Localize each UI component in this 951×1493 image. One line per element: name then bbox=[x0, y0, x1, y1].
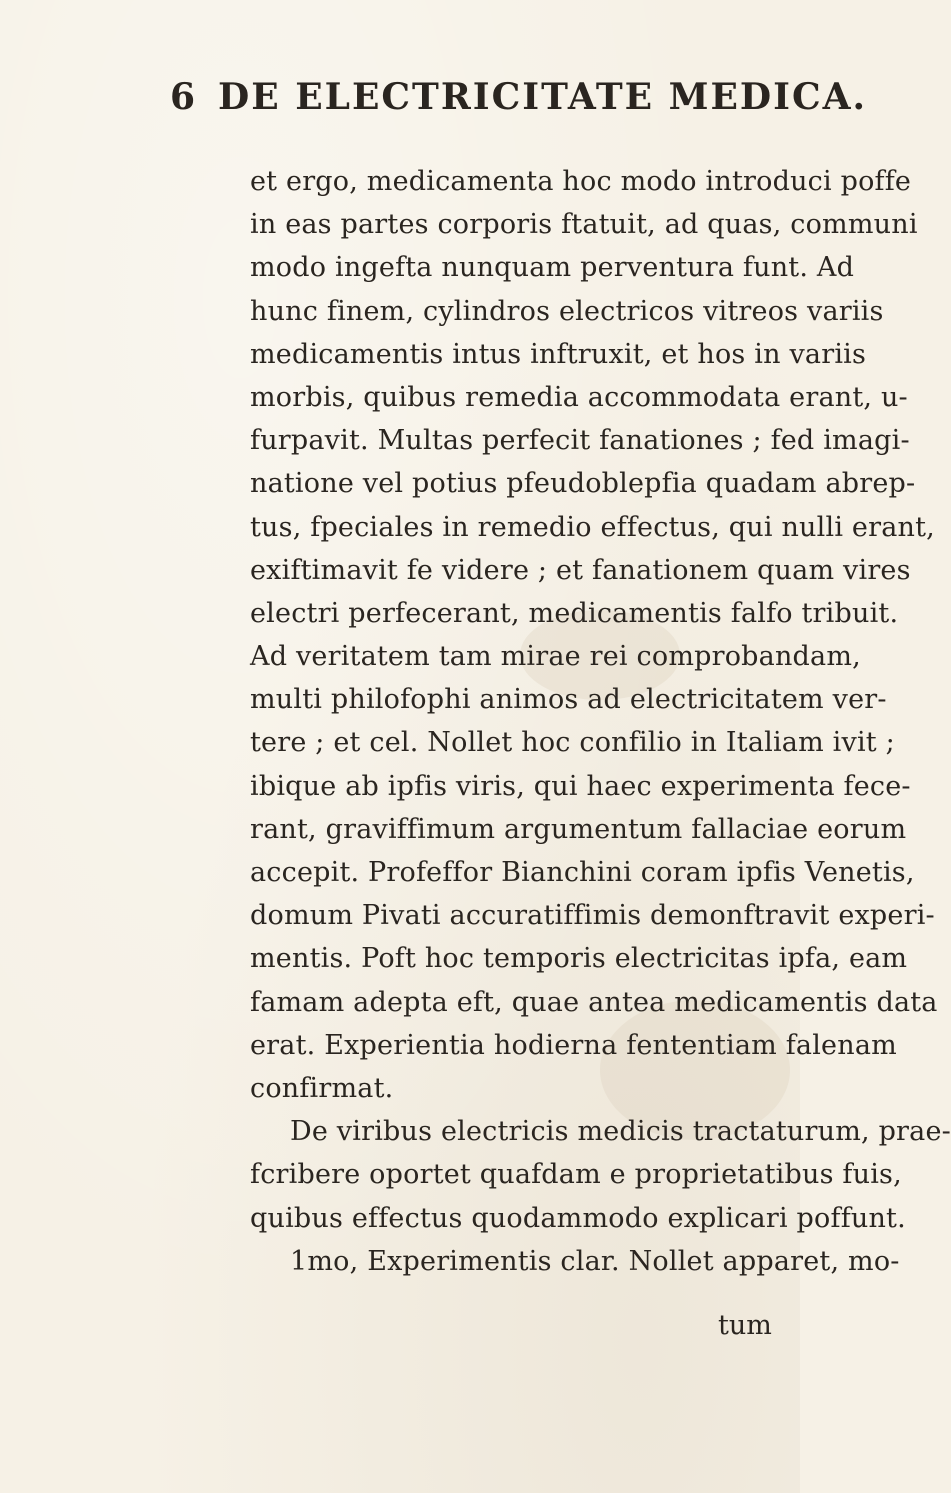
text-line: domum Pivati accuratiffimis demonftravit experi- bbox=[250, 900, 935, 932]
text-line: morbis, quibus remedia accommodata erant, u- bbox=[250, 381, 908, 413]
text-line: confirmat. bbox=[250, 1072, 394, 1104]
text-line: modo ingefta nunquam perventura funt. Ad bbox=[250, 252, 855, 284]
text-line: furpavit. Multas perfecit fanationes ; fed imagi- bbox=[250, 425, 910, 457]
text-line: in eas partes corporis ftatuit, ad quas, communi bbox=[250, 209, 918, 241]
running-head: DE ELECTRICITATE MEDICA. bbox=[218, 76, 868, 118]
text-line: Ad veritatem tam mirae rei comprobandam, bbox=[250, 641, 861, 673]
text-line: rant, graviffimum argumentum fallaciae eorum bbox=[250, 813, 907, 845]
text-line: quibus effectus quodammodo explicari poffunt. bbox=[250, 1202, 906, 1234]
text-line: natione vel potius pfeudoblepfia quadam abrep- bbox=[250, 468, 916, 500]
text-line: 1mo, Experimentis clar. Nollet apparet, mo- bbox=[290, 1245, 900, 1277]
body-text bbox=[250, 160, 951, 1283]
text-line: mentis. Poft hoc temporis electricitas ipfa, eam bbox=[250, 943, 908, 975]
text-line: hunc finem, cylindros electricos vitreos variis bbox=[250, 295, 884, 327]
text-line: De viribus electricis medicis tractaturum, prae- bbox=[290, 1116, 951, 1148]
text-line: tere ; et cel. Nollet hoc confilio in Italiam ivit ; bbox=[250, 727, 895, 759]
text-line: famam adepta eft, quae antea medicamentis data bbox=[250, 986, 938, 1018]
text-line: electri perfecerant, medicamentis falfo tribuit. bbox=[250, 597, 899, 629]
text-line: ibique ab ipfis viris, qui haec experimenta fece- bbox=[250, 770, 911, 802]
text-line: fcribere oportet quafdam e proprietatibus fuis, bbox=[250, 1159, 902, 1191]
text-line: medicamentis intus inftruxit, et hos in variis bbox=[250, 338, 867, 370]
text-line: erat. Experientia hodierna fententiam falenam bbox=[250, 1029, 897, 1061]
page-number: 6 bbox=[170, 76, 197, 118]
text-line: multi philofophi animos ad electricitatem ver- bbox=[250, 684, 887, 716]
page-header bbox=[170, 76, 868, 126]
text-line: tus, fpeciales in remedio effectus, qui nulli erant, bbox=[250, 511, 935, 543]
text-line: exiftimavit fe videre ; et fanationem quam vires bbox=[250, 554, 911, 586]
text-line: accepit. Profeffor Bianchini coram ipfis Venetis, bbox=[250, 857, 915, 888]
catchword: tum bbox=[718, 1310, 772, 1341]
text-line: et ergo, medicamenta hoc modo introduci poffe bbox=[250, 166, 912, 197]
